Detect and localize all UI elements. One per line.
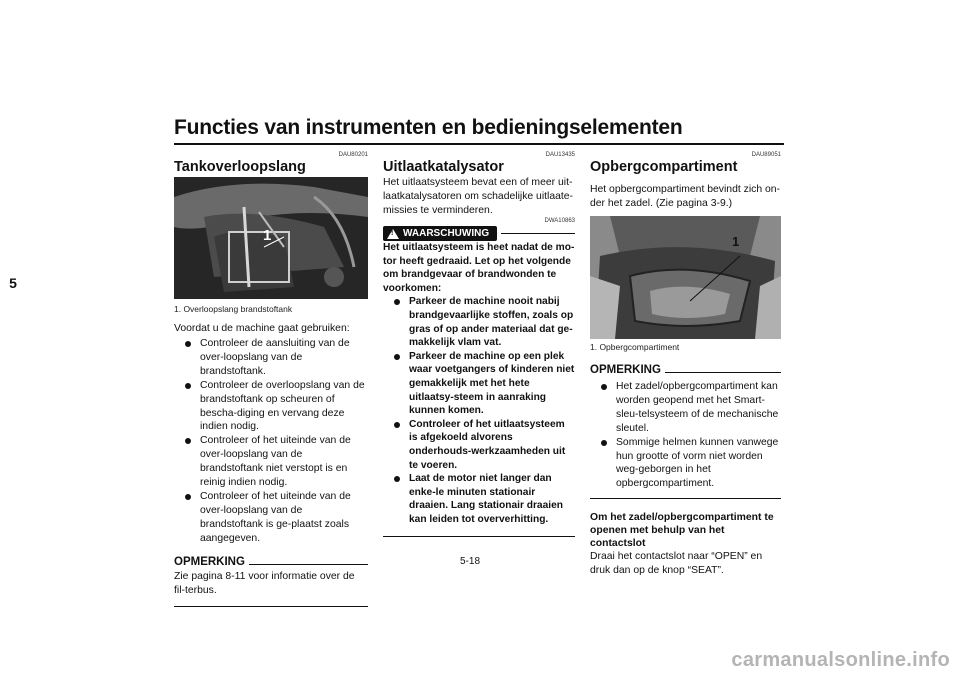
fuel-tank-overflow-photo: [174, 177, 368, 299]
warning-icon: !: [387, 229, 399, 239]
header-rule: [174, 143, 784, 145]
callout-number: 1: [732, 234, 740, 249]
right-body: [590, 364, 781, 578]
warning-code: DWA10863: [544, 218, 575, 224]
left-column: [174, 152, 368, 175]
check-list: [174, 337, 368, 546]
note-end-rule: [174, 606, 368, 607]
note-label: OPMERKING: [590, 364, 661, 376]
note-header: [174, 556, 368, 568]
warning-text: Het uitlaatsysteem is heet nadat de mo-tor heeft gedraaid. Let op het volgende om brandgevaar of brandwonden te voorkomen:: [383, 242, 575, 294]
note-text: Zie pagina 8-11 voor informatie over de fil-terbus.: [174, 570, 355, 596]
callout-number: 1: [263, 227, 272, 244]
note-rule: [665, 372, 781, 373]
list-item: Controleer of het uiteinde van de over-loopslang van de brandstoftank is ge-plaatst zoals aangegeven.: [174, 490, 368, 546]
left-body: [174, 322, 368, 607]
note-rule: [249, 564, 368, 565]
note-header: [590, 364, 781, 376]
list-item: Parkeer de machine op een plek waar voetgangers of kinderen niet gemakkelijk met het hete uitlaatsy-steem in aanraking kunnen komen.: [383, 350, 575, 418]
intro-text: Het opbergcompartiment bevindt zich on-der het zadel. (Zie pagina 3-9.): [590, 184, 781, 209]
list-item: Het zadel/opbergcompartiment kan worden geopend met het Smart-sleu-telsysteem of de mechanische sleutel.: [590, 380, 781, 436]
photo-illustration: [590, 216, 781, 339]
section-code: DAU89051: [751, 152, 781, 158]
page-number: 5-18: [460, 556, 481, 567]
chapter-tab: 5: [0, 270, 26, 296]
warning-end-rule: [383, 536, 575, 537]
section-heading: Tankoverloopslang: [174, 159, 306, 175]
note-label: OPMERKING: [174, 555, 245, 568]
photo-caption: 1. Overloopslang brandstoftank: [174, 304, 293, 314]
list-item: Parkeer de machine nooit nabij brandgevaarlijke stoffen, zoals op gras of op ander materiaal dat ge-makkelijk vlam vat.: [383, 295, 575, 349]
list-item: Controleer de aansluiting van de over-loopslang van de brandstoftank.: [174, 337, 368, 379]
list-item: Controleer of het uiteinde van de over-loopslang van de brandstoftank niet verstopt is en reinig indien nodig.: [174, 434, 368, 490]
photo-caption: 1. Opbergcompartiment: [590, 342, 680, 352]
list-item: Controleer of het uitlaatsysteem is afgekoeld alvorens onderhouds-werkzaamheden uit te voeren.: [383, 418, 575, 472]
warning-pill: [383, 226, 497, 241]
note-list: [590, 380, 781, 491]
list-item: Laat de motor niet langer dan enke-le minuten stationair draaien. Lang stationair draaien kan leiden tot oververhitting.: [383, 472, 575, 526]
note-end-rule: [590, 498, 781, 499]
intro-text: Voordat u de machine gaat gebruiken:: [174, 323, 350, 334]
warning-rule: [501, 233, 575, 234]
right-column: [590, 152, 781, 211]
section-code: DAU13435: [545, 152, 575, 158]
section-heading: Uitlaatkatalysator: [383, 159, 504, 175]
watermark: carmanualsonline.info: [731, 649, 950, 671]
section-code: DAU80201: [338, 152, 368, 158]
intro-text: Het uitlaatsysteem bevat een of meer uit-laatkatalysatoren om schadelijke uitlaate-missies te verminderen.: [383, 177, 574, 216]
warning-label: WAARSCHUWING: [403, 228, 490, 239]
middle-column: [383, 152, 575, 537]
page-header-title: Functies van instrumenten en bedieningselementen: [174, 116, 683, 139]
sub-text: Draai het contactslot naar “OPEN” en druk dan op de knop “SEAT”.: [590, 551, 763, 577]
warning-header: [383, 226, 575, 241]
subheading: Om het zadel/opbergcompartiment te openen met behulp van het contactslot: [590, 512, 774, 550]
storage-compartment-photo: [590, 216, 781, 339]
list-item: Sommige helmen kunnen vanwege hun grootte of vorm niet worden weg-geborgen in het opbergcompartiment.: [590, 436, 781, 492]
list-item: Controleer de overloopslang van de brandstoftank op scheuren of bescha-diging en vervang deze indien nodig.: [174, 379, 368, 435]
warning-list: [383, 295, 575, 526]
section-heading: Opbergcompartiment: [590, 159, 738, 175]
